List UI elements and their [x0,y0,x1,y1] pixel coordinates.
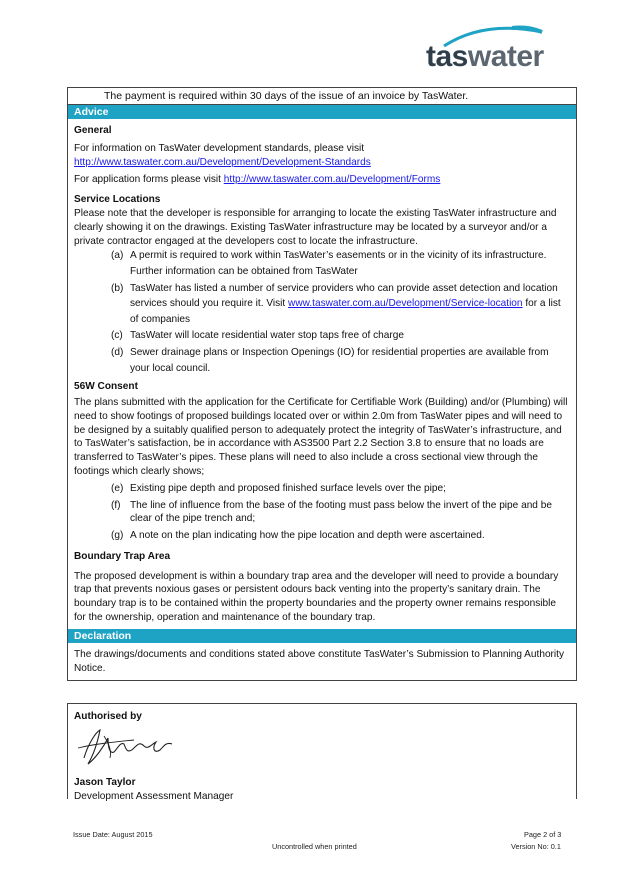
forms-text: For application forms please visit [74,174,224,186]
logo-text-water: water [467,40,544,73]
list-item-label: (d) [111,346,124,358]
signatory-name: Jason Taylor [74,776,136,788]
list-item [74,499,570,527]
service-text: Please note that the developer is responsible for arranging to locate the existing TasWater infrastructure and clearly showing it on the drawings. Existing TasWater infrastructure may be located by a surveyor and/or a private contractor engaged at the developers cost to locate the infrastructure. [74,207,557,247]
consent-list [74,482,570,543]
list-item-text: TasWater will locate residential water stop taps free of charge [130,330,404,342]
list-item [74,328,570,344]
issue-date: Issue Date: August 2015 [73,830,153,839]
trap-text: The proposed development is within a boundary trap area and the developer will need to provide a boundary trap that prevents noxious gases or persistent odours back venting into the property’s sanitary drain. The boundary trap is to be contained within the property boundaries and the property owner remains responsible for the ownership, operation and maintenance of the boundary trap. [74,570,559,624]
general-text: For information on TasWater development standards, please visit [74,142,365,154]
logo-text-tas: tas [426,40,468,73]
list-item [74,529,570,543]
page-number: Page 2 of 3 [524,830,562,839]
signature-icon [74,724,184,770]
list-item [74,248,570,279]
forms-paragraph [74,173,570,187]
service-list [74,248,570,376]
declaration-bar: Declaration [68,629,576,643]
consent-heading: 56W Consent [74,381,138,393]
list-item-text: A note on the plan indicating how the pipe location and depth were ascertained. [130,530,485,542]
consent-text: The plans submitted with the application for the Certificate for Certifiable Work (Building) and/or (Plumbing) will need to show footings of proposed buildings located over or within 2.0m from TasWater pipes and will need to be designed by a suitably qualified person to adequately protect the integrity of TasWater’s infrastructure, and to TasWater’s satisfaction, be in accordance with AS3500 Part 2.2 Section 3.8 to ensure that no loads are transferred to TasWater’s pipes. These plans will need to also include a cross sectional view through the footings which clearly shows; [74,396,568,477]
list-item-text: A permit is required to work within TasWater’s easements or in the vicinity of its infrastructure. Further information can be obtained from TasWater [130,250,547,277]
forms-link[interactable]: http://www.taswater.com.au/Development/Forms [223,174,441,186]
uncontrolled-note: Uncontrolled when printed [272,842,357,851]
development-standards-link[interactable]: http://www.taswater.com.au/Development/Development-Standards [74,156,371,168]
version-number: Version No: 0.1 [511,842,561,851]
list-item-label: (a) [111,250,124,262]
service-heading: Service Locations [74,194,161,206]
authorised-heading: Authorised by [74,711,142,722]
taswater-logo [424,24,560,76]
list-item-text-after: for a list of companies [130,298,561,325]
payment-note: The payment is required within 30 days of the issue of an invoice by TasWater. [68,88,576,105]
advice-bar: Advice [68,105,576,119]
list-item [74,482,570,496]
list-item-text: Existing pipe depth and proposed finished surface levels over the pipe; [130,482,446,494]
list-item-label: (g) [111,530,124,542]
declaration-text: The drawings/documents and conditions stated above constitute TasWater’s Submission to Planning Authority Notice. [74,648,565,674]
list-item-label: (e) [111,482,124,494]
general-heading: General [74,125,112,136]
list-item-label: (f) [111,499,121,511]
authorised-box [67,703,577,802]
list-item-text: Sewer drainage plans or Inspection Openings (IO) for residential properties are available from your local council. [130,346,549,374]
advice-section [68,124,576,629]
list-item [74,281,570,328]
signatory-title: Development Assessment Manager [74,790,234,802]
list-item-label: (c) [111,330,123,342]
list-item [74,345,570,376]
service-location-link[interactable]: www.taswater.com.au/Development/Service-location [288,298,523,310]
list-item-label: (b) [111,282,124,294]
trap-heading: Boundary Trap Area [74,550,171,562]
signature-image [74,724,570,770]
list-item-text: TasWater has listed a number of service providers who can provide asset detection and location services should you require it. Visit [130,282,558,310]
list-item-text: The line of influence from the base of the footing must pass below the invert of the pipe and be clear of the pipe trench and; [130,499,552,525]
document-frame [67,87,577,681]
